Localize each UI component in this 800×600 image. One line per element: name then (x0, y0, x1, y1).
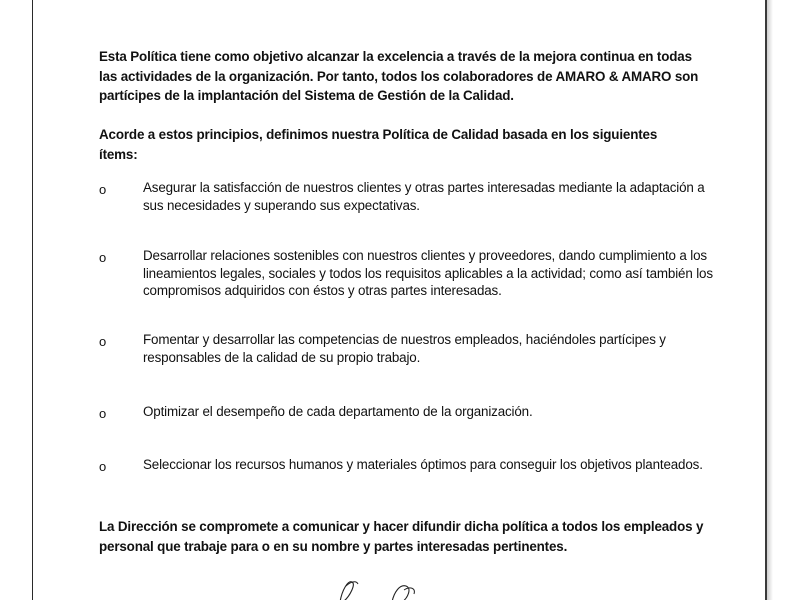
bullet-marker: o (99, 250, 107, 265)
list-item (99, 403, 719, 463)
bullet-marker: o (99, 406, 107, 421)
closing-paragraph: La Dirección se compromete a comunicar y hacer difundir dicha política a todos los empleados y personal que trabaje para o en su nombre y partes interesadas pertinentes. (99, 519, 704, 554)
list-item (99, 456, 719, 516)
list-item (99, 179, 719, 239)
list-item (99, 331, 719, 391)
list-item-text: Seleccionar los recursos humanos y materiales óptimos para conseguir los objetivos planteados. (143, 457, 703, 472)
signature-icon (330, 572, 440, 600)
list-item-text: Desarrollar relaciones sostenibles con nuestros clientes y proveedores, dando cumplimiento a los lineamientos legales, sociales y todos los requisitos aplicables a la actividad; como así también los compromisos adquiridos con éstos y otras partes interesadas. (143, 248, 713, 298)
list-item-text: Asegurar la satisfacción de nuestros clientes y otras partes interesadas mediante la adaptación a sus necesidades y superando sus expectativas. (143, 180, 705, 213)
list-item-text: Fomentar y desarrollar las competencias de nuestros empleados, haciéndoles partícipes y responsables de la calidad de su propio trabajo. (143, 332, 666, 365)
page-right-shadow (767, 0, 773, 600)
bullet-marker: o (99, 334, 107, 349)
intro-paragraph: Esta Política tiene como objetivo alcanzar la excelencia a través de la mejora continua en todas las actividades de la organización. Por tanto, todos los colaboradores de AMARO & AMARO son partícipes de la implantación del Sistema de Gestión de la Calidad. (99, 49, 699, 103)
page-left-border (32, 0, 33, 600)
lead-paragraph: Acorde a estos principios, definimos nuestra Política de Calidad basada en los siguientes ítems: (99, 127, 658, 162)
list-item-text: Optimizar el desempeño de cada departamento de la organización. (143, 404, 533, 419)
bullet-marker: o (99, 459, 107, 474)
bullet-marker: o (99, 182, 107, 197)
list-item (99, 247, 719, 307)
